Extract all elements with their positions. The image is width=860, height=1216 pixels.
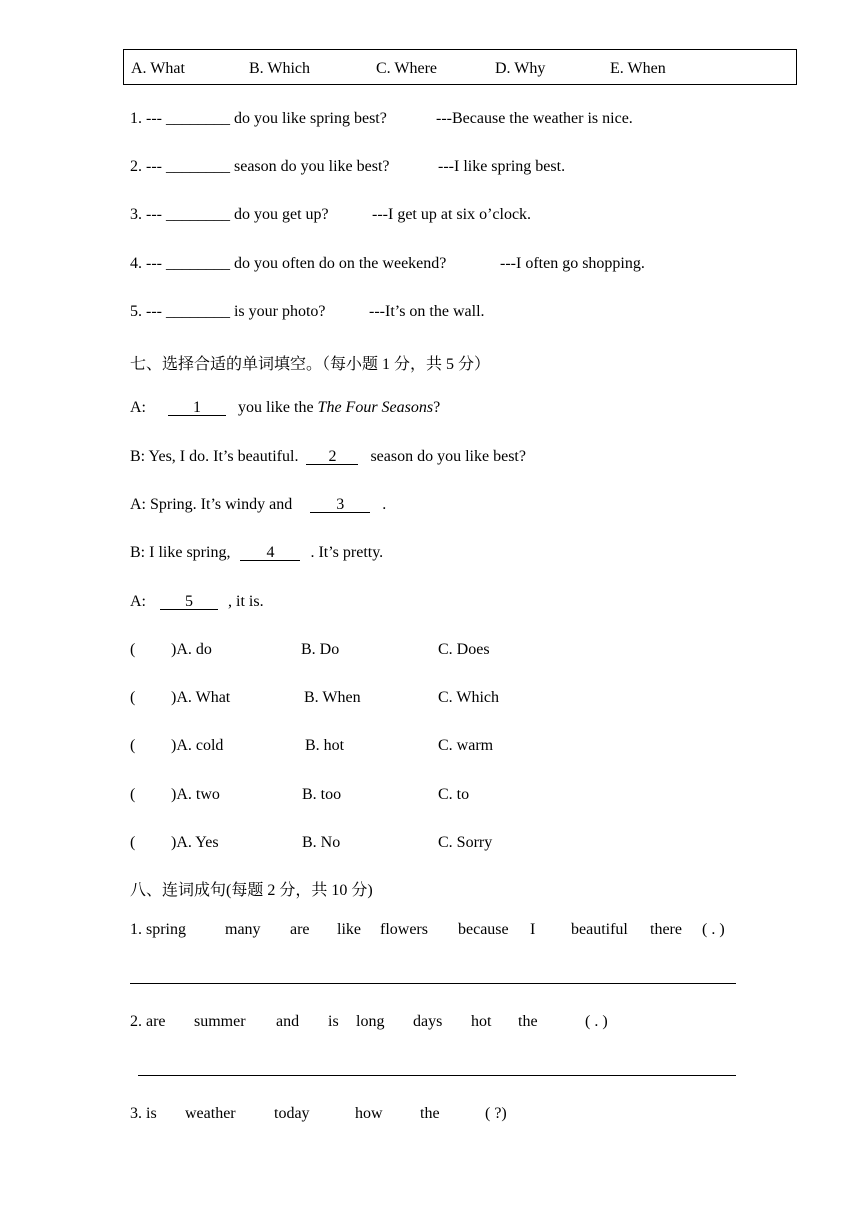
- word-bank-option-e: E. When: [610, 60, 666, 77]
- s8-q1-punct: ( . ): [702, 921, 725, 938]
- dialog-blank-4[interactable]: 4: [240, 545, 300, 561]
- s8-q2-word-8: the: [518, 1013, 538, 1030]
- choice-2-c: C. Which: [438, 689, 500, 706]
- choice-3-b: B. hot: [305, 737, 345, 754]
- choice-1-a: )A. do: [171, 641, 212, 658]
- choice-2-b: B. When: [304, 689, 361, 706]
- s8-q2-word-4: is: [328, 1013, 339, 1030]
- q6-item-2: 2. --- ________ season do you like best?: [130, 158, 390, 175]
- dialog-blank-1[interactable]: 1: [168, 400, 226, 416]
- s8-q3-word-3: today: [274, 1105, 310, 1122]
- choice-3-c: C. warm: [438, 737, 494, 754]
- dialog-blank-5[interactable]: 5: [160, 594, 218, 610]
- s8-q2-word-6: days: [413, 1013, 443, 1030]
- dialog-line-1: A: 1 you like the The Four Seasons?: [130, 399, 441, 416]
- choice-3-a: )A. cold: [171, 737, 224, 754]
- word-bank-box: [123, 49, 797, 85]
- q6-item-1-answer: ---Because the weather is nice.: [436, 110, 633, 127]
- choice-5-a: )A. Yes: [171, 834, 219, 851]
- choice-4-paren[interactable]: (: [130, 786, 136, 803]
- s8-q1-answer-line[interactable]: [130, 983, 736, 984]
- dialog-line-5: A: 5 , it is.: [130, 593, 264, 610]
- s8-q1-word-9: there: [650, 921, 682, 938]
- dialog-line-4: B: I like spring, 4 . It’s pretty.: [130, 544, 384, 561]
- s8-q2-word-2: summer: [194, 1013, 246, 1030]
- s8-q1-word-7: I: [530, 921, 536, 938]
- choice-4-c: C. to: [438, 786, 470, 803]
- s8-q1-word-5: flowers: [380, 921, 428, 938]
- q6-item-5: 5. --- ________ is your photo?: [130, 303, 326, 320]
- s8-q1-word-4: like: [337, 921, 361, 938]
- word-bank-option-b: B. Which: [249, 60, 311, 77]
- s8-q2-word-5: long: [356, 1013, 385, 1030]
- s8-q1-word-8: beautiful: [571, 921, 628, 938]
- dialog-line-2: B: Yes, I do. It’s beautiful. 2 season do you like best?: [130, 448, 526, 465]
- s8-q2-punct: ( . ): [585, 1013, 608, 1030]
- s8-q3-word-5: the: [420, 1105, 440, 1122]
- word-bank-option-a: A. What: [131, 60, 185, 77]
- dialog-blank-2[interactable]: 2: [306, 449, 358, 465]
- s8-q3-word-1: 3. is: [130, 1105, 157, 1122]
- s8-q1-word-1: 1. spring: [130, 921, 186, 938]
- q6-item-5-answer: ---It’s on the wall.: [369, 303, 485, 320]
- dialog-blank-3[interactable]: 3: [310, 497, 370, 513]
- q6-item-3: 3. --- ________ do you get up?: [130, 206, 329, 223]
- choice-1-c: C. Does: [438, 641, 490, 658]
- choice-1-b: B. Do: [301, 641, 340, 658]
- word-bank-option-d: D. Why: [495, 60, 546, 77]
- q6-item-3-answer: ---I get up at six o’clock.: [372, 206, 532, 223]
- choice-5-paren[interactable]: (: [130, 834, 136, 851]
- q6-item-4: 4. --- ________ do you often do on the weekend?: [130, 255, 447, 272]
- q6-item-1: [130, 110, 387, 128]
- s8-q1-word-6: because: [458, 921, 509, 938]
- word-bank-option-c: C. Where: [376, 60, 438, 77]
- s8-q2-word-1: 2. are: [130, 1013, 166, 1030]
- choice-4-b: B. too: [302, 786, 342, 803]
- q6-item-4-answer: ---I often go shopping.: [500, 255, 645, 272]
- q6-item-2-answer: ---I like spring best.: [438, 158, 566, 175]
- s8-q2-word-7: hot: [471, 1013, 492, 1030]
- s8-q3-word-4: how: [355, 1105, 383, 1122]
- choice-2-paren[interactable]: (: [130, 689, 136, 706]
- s8-q2-word-3: and: [276, 1013, 300, 1030]
- s8-q3-punct: ( ?): [485, 1105, 507, 1122]
- s8-q1-word-3: are: [290, 921, 310, 938]
- q6-item-1-question: 1. --- ________ do you like spring best?: [130, 110, 387, 127]
- section8-heading: 八、连词成句(每题 2 分，共 10 分): [130, 882, 373, 899]
- s8-q2-answer-line[interactable]: [138, 1075, 736, 1076]
- choice-5-b: B. No: [302, 834, 341, 851]
- choice-5-c: C. Sorry: [438, 834, 493, 851]
- choice-3-paren[interactable]: (: [130, 737, 136, 754]
- section7-heading: 七、选择合适的单词填空。（每小题 1 分，共 5 分）: [130, 356, 491, 373]
- s8-q3-word-2: weather: [185, 1105, 236, 1122]
- s8-q1-word-2: many: [225, 921, 261, 938]
- choice-1-paren[interactable]: (: [130, 641, 136, 658]
- dialog-line-3: A: Spring. It’s windy and 3 .: [130, 496, 387, 513]
- choice-2-a: )A. What: [171, 689, 231, 706]
- choice-4-a: )A. two: [171, 786, 220, 803]
